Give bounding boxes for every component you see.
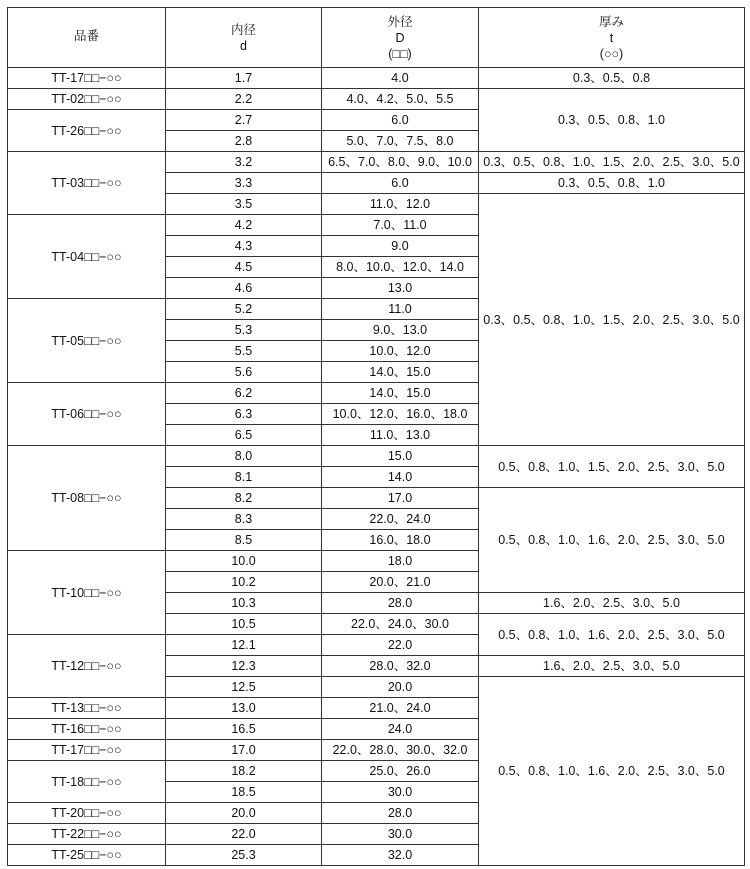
outer-diameter: 8.0、10.0、12.0、14.0 — [322, 257, 479, 278]
outer-diameter: 25.0、26.0 — [322, 761, 479, 782]
part-number: TT-25□□−○○ — [8, 845, 166, 866]
part-number: TT-26□□−○○ — [8, 110, 166, 152]
part-number: TT-04□□−○○ — [8, 215, 166, 299]
part-number: TT-13□□−○○ — [8, 698, 166, 719]
thickness: 0.3、0.5、0.8 — [479, 68, 745, 89]
inner-diameter: 25.3 — [166, 845, 322, 866]
inner-diameter: 20.0 — [166, 803, 322, 824]
thickness: 0.5、0.8、1.0、1.6、2.0、2.5、3.0、5.0 — [479, 677, 745, 866]
outer-diameter: 9.0、13.0 — [322, 320, 479, 341]
part-number: TT-17□□−○○ — [8, 740, 166, 761]
inner-diameter: 5.6 — [166, 362, 322, 383]
outer-diameter: 10.0、12.0、16.0、18.0 — [322, 404, 479, 425]
inner-diameter: 13.0 — [166, 698, 322, 719]
header-thickness: 厚み t (○○) — [479, 8, 745, 68]
outer-diameter: 6.5、7.0、8.0、9.0、10.0 — [322, 152, 479, 173]
outer-diameter: 21.0、24.0 — [322, 698, 479, 719]
inner-diameter: 4.3 — [166, 236, 322, 257]
outer-diameter: 18.0 — [322, 551, 479, 572]
inner-diameter: 10.2 — [166, 572, 322, 593]
part-number: TT-22□□−○○ — [8, 824, 166, 845]
outer-diameter: 5.0、7.0、7.5、8.0 — [322, 131, 479, 152]
outer-diameter: 20.0、21.0 — [322, 572, 479, 593]
outer-diameter: 20.0 — [322, 677, 479, 698]
outer-diameter: 14.0 — [322, 467, 479, 488]
inner-diameter: 5.3 — [166, 320, 322, 341]
inner-diameter: 12.5 — [166, 677, 322, 698]
inner-diameter: 8.5 — [166, 530, 322, 551]
inner-diameter: 3.2 — [166, 152, 322, 173]
header-part: 品番 — [8, 8, 166, 68]
outer-diameter: 30.0 — [322, 782, 479, 803]
inner-diameter: 3.3 — [166, 173, 322, 194]
inner-diameter: 1.7 — [166, 68, 322, 89]
spec-table — [7, 7, 745, 866]
inner-diameter: 8.2 — [166, 488, 322, 509]
outer-diameter: 14.0、15.0 — [322, 383, 479, 404]
outer-diameter: 28.0 — [322, 803, 479, 824]
inner-diameter: 5.2 — [166, 299, 322, 320]
inner-diameter: 4.5 — [166, 257, 322, 278]
inner-diameter: 8.0 — [166, 446, 322, 467]
outer-diameter: 28.0 — [322, 593, 479, 614]
outer-diameter: 11.0、12.0 — [322, 194, 479, 215]
part-number: TT-06□□−○○ — [8, 383, 166, 446]
outer-diameter: 11.0 — [322, 299, 479, 320]
outer-diameter: 22.0 — [322, 635, 479, 656]
part-number: TT-12□□−○○ — [8, 635, 166, 698]
header-inner-diameter: 内径 d — [166, 8, 322, 68]
outer-diameter: 30.0 — [322, 824, 479, 845]
outer-diameter: 11.0、13.0 — [322, 425, 479, 446]
part-number: TT-10□□−○○ — [8, 551, 166, 635]
table-row — [8, 152, 745, 173]
outer-diameter: 17.0 — [322, 488, 479, 509]
thickness: 0.3、0.5、0.8、1.0、1.5、2.0、2.5、3.0、5.0 — [479, 194, 745, 446]
outer-diameter: 22.0、24.0、30.0 — [322, 614, 479, 635]
part-number: TT-16□□−○○ — [8, 719, 166, 740]
thickness: 0.5、0.8、1.0、1.6、2.0、2.5、3.0、5.0 — [479, 488, 745, 593]
inner-diameter: 8.3 — [166, 509, 322, 530]
table-row — [8, 446, 745, 467]
thickness: 0.5、0.8、1.0、1.6、2.0、2.5、3.0、5.0 — [479, 614, 745, 656]
outer-diameter: 6.0 — [322, 173, 479, 194]
outer-diameter: 7.0、11.0 — [322, 215, 479, 236]
table-row — [8, 68, 745, 89]
outer-diameter: 13.0 — [322, 278, 479, 299]
part-number: TT-02□□−○○ — [8, 89, 166, 110]
outer-diameter: 24.0 — [322, 719, 479, 740]
thickness: 1.6、2.0、2.5、3.0、5.0 — [479, 656, 745, 677]
outer-diameter: 15.0 — [322, 446, 479, 467]
inner-diameter: 6.3 — [166, 404, 322, 425]
part-number: TT-20□□−○○ — [8, 803, 166, 824]
inner-diameter: 22.0 — [166, 824, 322, 845]
inner-diameter: 8.1 — [166, 467, 322, 488]
inner-diameter: 10.3 — [166, 593, 322, 614]
inner-diameter: 2.7 — [166, 110, 322, 131]
outer-diameter: 4.0、4.2、5.0、5.5 — [322, 89, 479, 110]
inner-diameter: 5.5 — [166, 341, 322, 362]
table-row — [8, 89, 745, 110]
inner-diameter: 10.5 — [166, 614, 322, 635]
header-outer-diameter: 外径 D (□□) — [322, 8, 479, 68]
outer-diameter: 9.0 — [322, 236, 479, 257]
inner-diameter: 17.0 — [166, 740, 322, 761]
inner-diameter: 18.2 — [166, 761, 322, 782]
part-number: TT-03□□−○○ — [8, 152, 166, 215]
outer-diameter: 10.0、12.0 — [322, 341, 479, 362]
part-number: TT-05□□−○○ — [8, 299, 166, 383]
inner-diameter: 2.2 — [166, 89, 322, 110]
header-row — [8, 8, 745, 68]
thickness: 0.3、0.5、0.8、1.0、1.5、2.0、2.5、3.0、5.0 — [479, 152, 745, 173]
part-number: TT-08□□−○○ — [8, 446, 166, 551]
inner-diameter: 4.6 — [166, 278, 322, 299]
outer-diameter: 4.0 — [322, 68, 479, 89]
inner-diameter: 4.2 — [166, 215, 322, 236]
inner-diameter: 3.5 — [166, 194, 322, 215]
thickness: 0.3、0.5、0.8、1.0 — [479, 89, 745, 152]
outer-diameter: 28.0、32.0 — [322, 656, 479, 677]
part-number: TT-18□□−○○ — [8, 761, 166, 803]
outer-diameter: 14.0、15.0 — [322, 362, 479, 383]
inner-diameter: 10.0 — [166, 551, 322, 572]
inner-diameter: 12.1 — [166, 635, 322, 656]
outer-diameter: 22.0、28.0、30.0、32.0 — [322, 740, 479, 761]
inner-diameter: 12.3 — [166, 656, 322, 677]
outer-diameter: 16.0、18.0 — [322, 530, 479, 551]
inner-diameter: 18.5 — [166, 782, 322, 803]
outer-diameter: 22.0、24.0 — [322, 509, 479, 530]
inner-diameter: 6.5 — [166, 425, 322, 446]
part-number: TT-17□□−○○ — [8, 68, 166, 89]
thickness: 1.6、2.0、2.5、3.0、5.0 — [479, 593, 745, 614]
inner-diameter: 2.8 — [166, 131, 322, 152]
thickness: 0.3、0.5、0.8、1.0 — [479, 173, 745, 194]
inner-diameter: 16.5 — [166, 719, 322, 740]
outer-diameter: 32.0 — [322, 845, 479, 866]
inner-diameter: 6.2 — [166, 383, 322, 404]
outer-diameter: 6.0 — [322, 110, 479, 131]
thickness: 0.5、0.8、1.0、1.5、2.0、2.5、3.0、5.0 — [479, 446, 745, 488]
